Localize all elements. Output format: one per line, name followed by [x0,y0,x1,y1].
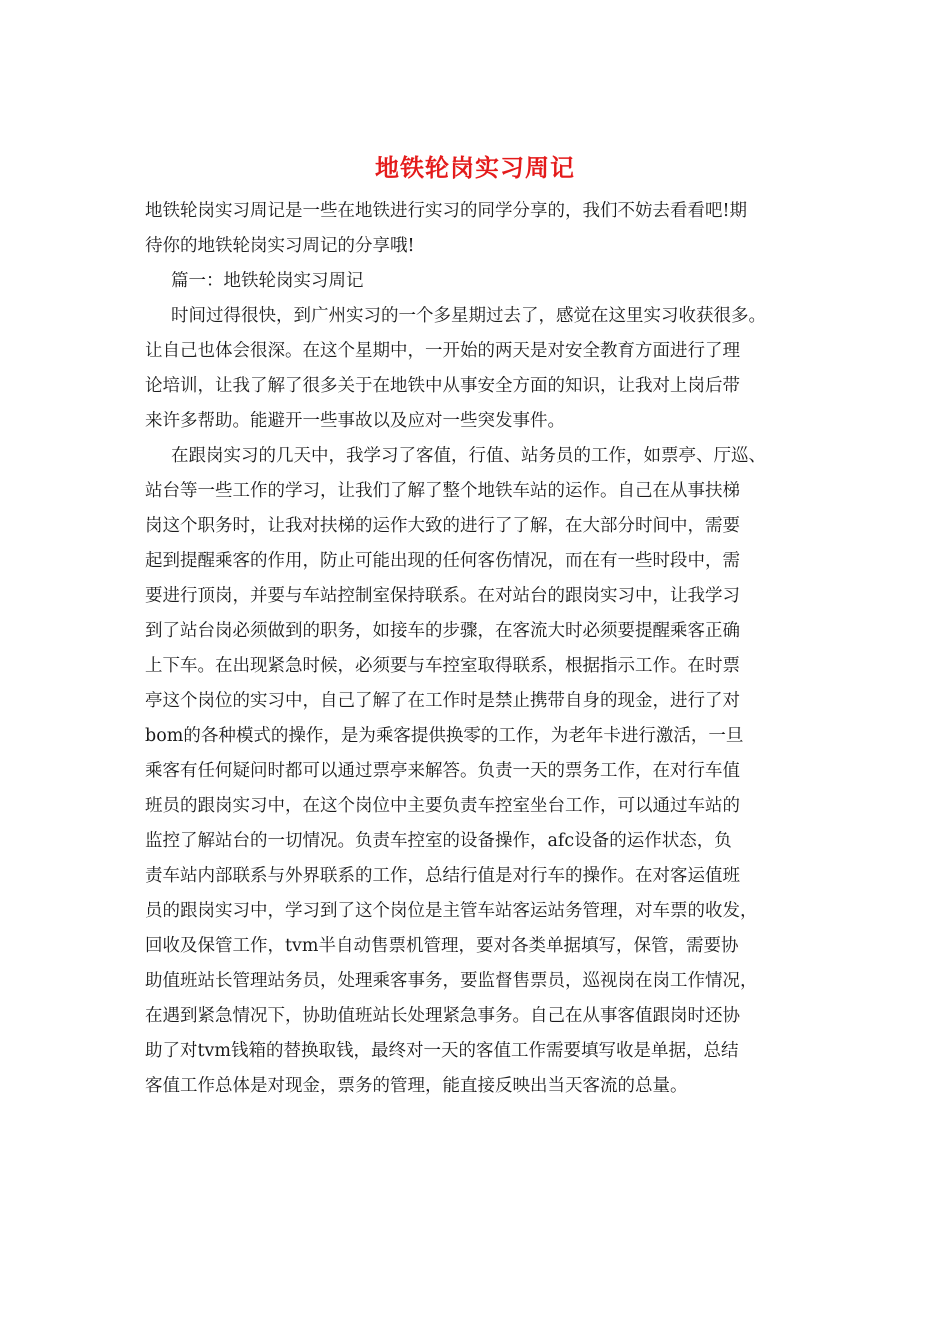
body-line: 待你的地铁轮岗实习周记的分享哦! [145,236,415,256]
body-line: 助值班站长管理站务员，处理乘客事务，要监督售票员，巡视岗在岗工作情况， [145,971,758,991]
body-line: 站台等一些工作的学习，让我们了解了整个地铁车站的运作。自己在从事扶梯 [145,481,740,501]
body-line: 回收及保管工作，tvm半自动售票机管理，要对各类单据填写，保管，需要协 [145,936,739,956]
document-body [145,194,810,1104]
body-line: 上下车。在出现紧急时候，必须要与车控室取得联系，根据指示工作。在时票 [145,656,740,676]
body-line: 员的跟岗实习中，学习到了这个岗位是主管车站客运站务管理，对车票的收发， [145,901,758,921]
body-line: 到了站台岗必须做到的职务，如接车的步骤，在客流大时必须要提醒乘客正确 [145,621,740,641]
body-line: 时间过得很快，到广州实习的一个多星期过去了，感觉在这里实习收获很多。 [171,306,766,326]
body-line: 起到提醒乘客的作用，防止可能出现的任何客伤情况，而在有一些时段中，需 [145,551,740,571]
body-line: 班员的跟岗实习中，在这个岗位中主要负责车控室坐台工作，可以通过车站的 [145,796,740,816]
body-line: 要进行顶岗，并要与车站控制室保持联系。在对站台的跟岗实习中，让我学习 [145,586,740,606]
body-line: 乘客有任何疑问时都可以通过票亭来解答。负责一天的票务工作，在对行车值 [145,761,740,781]
body-line: 助了对tvm钱箱的替换取钱，最终对一天的客值工作需要填写收是单据，总结 [145,1041,739,1061]
body-line: 论培训，让我了解了很多关于在地铁中从事安全方面的知识，让我对上岗后带 [145,376,740,396]
body-line: 来许多帮助。能避开一些事故以及应对一些突发事件。 [145,411,565,431]
body-line: 在遇到紧急情况下，协助值班站长处理紧急事务。自己在从事客值跟岗时还协 [145,1006,740,1026]
body-line: 亭这个岗位的实习中，自己了解了在工作时是禁止携带自身的现金，进行了对 [145,691,740,711]
body-line: 监控了解站台的一切情况。负责车控室的设备操作，afc设备的运作状态，负 [145,831,732,851]
body-line: 地铁轮岗实习周记是一些在地铁进行实习的同学分享的，我们不妨去看看吧!期 [145,201,748,221]
body-line: 在跟岗实习的几天中，我学习了客值，行值、站务员的工作，如票亭、厅巡、 [171,446,766,466]
body-line: 责车站内部联系与外界联系的工作，总结行值是对行车的操作。在对客运值班 [145,866,740,886]
section-heading: 篇一：地铁轮岗实习周记 [171,271,364,291]
body-line: 客值工作总体是对现金，票务的管理，能直接反映出当天客流的总量。 [145,1076,688,1096]
body-line: 岗这个职务时，让我对扶梯的运作大致的进行了了解，在大部分时间中，需要 [145,516,740,536]
body-line: 让自己也体会很深。在这个星期中，一开始的两天是对安全教育方面进行了理 [145,341,740,361]
body-line: bom的各种模式的操作，是为乘客提供换零的工作，为老年卡进行激活，一旦 [145,726,744,746]
document-title: 地铁轮岗实习周记 [375,153,575,182]
